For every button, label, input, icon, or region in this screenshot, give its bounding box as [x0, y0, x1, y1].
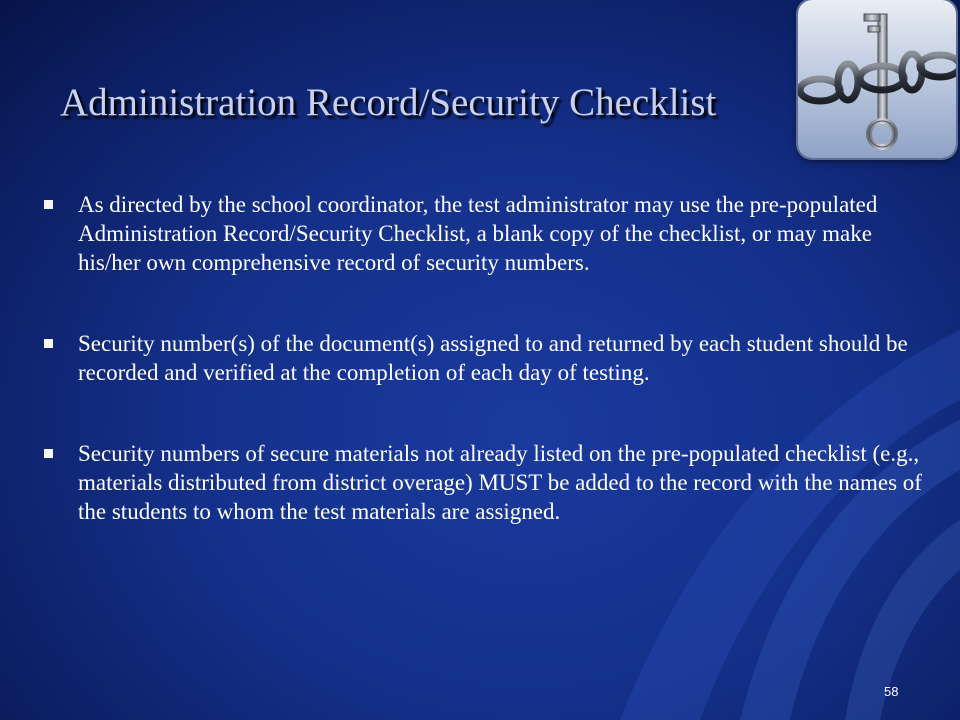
- key-and-chain-icon: [798, 0, 956, 158]
- list-item: [44, 190, 924, 277]
- bullet-text: Security numbers of secure materials not already listed on the pre-populated checklist (e.g., materials distributed from district overage) MUST be added to the record with the names of the students to whom the test materials are assigned.: [78, 441, 922, 524]
- list-item: [44, 439, 924, 526]
- square-bullet-icon: [44, 449, 53, 458]
- slide-title: Administration Record/Security Checklist: [60, 81, 717, 124]
- list-item: [44, 329, 924, 387]
- square-bullet-icon: [44, 200, 53, 209]
- bullet-text: Security number(s) of the document(s) assigned to and returned by each student should be recorded and verified at the completion of each day of testing.: [78, 331, 908, 385]
- bullet-list: [44, 190, 924, 526]
- square-bullet-icon: [44, 339, 53, 348]
- bullet-text: As directed by the school coordinator, the test administrator may use the pre-populated Administration Record/Security Checklist, a blank copy of the checklist, or may make his/her own comprehensive record of security numbers.: [78, 192, 878, 275]
- slide-number: 58: [884, 684, 899, 699]
